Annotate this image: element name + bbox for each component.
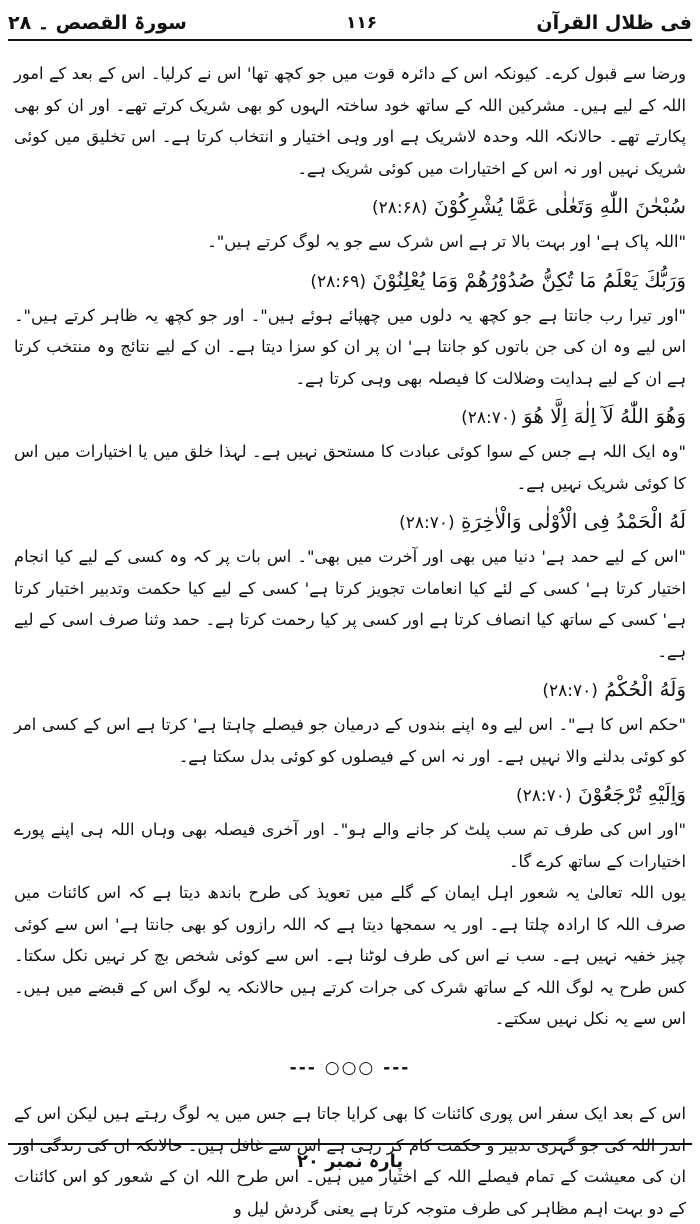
- verse-reference: (۲۸:۶۹): [310, 271, 366, 292]
- verse-arabic: سُبْحٰنَ اللّٰهِ وَتَعٰلٰى عَمَّا يُشْرِكُوْنَ: [433, 194, 686, 218]
- surah-name: سورۃ القصص ۔ ۲۸: [8, 12, 187, 34]
- page-footer: [8, 1143, 692, 1181]
- verse-block: [14, 188, 686, 226]
- verse-translation: "اس کے لیے حمد ہے' دنیا میں بھی اور آخرت میں بھی"۔ اس بات پر کہ وہ کسی کے لیے کیا انجام اختیار کرتا ہے' کسی کے لئے کیا انعامات تجویز کرتا ہے' کسی کے لیے کیا حکمت وتدبیر اختیار کرتا ہے' کسی کے ساتھ کیا انصاف کرتا ہے اور کسی پر کیا رحمت کرتا ہے۔ حمد وثنا صرف اسی کے لیے ہے۔: [14, 547, 686, 661]
- verse-reference: (۲۸:۷۰): [399, 513, 455, 533]
- verse-arabic: لَهُ الْحَمْدُ فِى الْاُوْلٰى وَالْاٰخِرَةِ: [461, 509, 686, 533]
- verse-arabic: وَرَبُّكَ يَعْلَمُ مَا تُكِنُّ صُدُوْرُهُمْ وَمَا يُعْلِنُوْنَ: [372, 267, 686, 292]
- verse-translation: "اور اس کی طرف تم سب پلٹ کر جانے والے ہو"۔ اور آخری فیصلہ بھی وہاں اللہ ہی اپنے پورے اختیارات کے ساتھ کرے گا۔: [14, 820, 686, 871]
- verse-reference: (۲۸:۷۰): [461, 408, 517, 428]
- verse-block: [14, 776, 686, 814]
- verse-arabic: وَاِلَيْهِ تُرْجَعُوْنَ: [577, 782, 686, 806]
- verse-reference: (۲۸:۶۸): [372, 198, 428, 218]
- header-rule: [8, 39, 692, 41]
- section-separator: --- ○○○ ---: [289, 1057, 411, 1078]
- page-number: ۱۱۶: [346, 13, 378, 33]
- page-header: [8, 8, 692, 38]
- verse-reference: (۲۸:۷۰): [542, 681, 598, 701]
- verse-block: [14, 262, 686, 300]
- verse-block: [14, 398, 686, 436]
- verse-translation: "اللہ پاک ہے' اور بہت بالا تر ہے اس شرک سے جو یہ لوگ کرتے ہیں"۔: [207, 232, 686, 251]
- verse-arabic: وَهُوَ اللّٰهُ لَآ اِلٰهَ اِلَّا هُوَ: [523, 404, 686, 428]
- verse-block: [14, 503, 686, 541]
- para-number: پارہ نمبر ۲۰: [296, 1151, 404, 1172]
- paragraph-commentary: یوں اللہ تعالیٰ یہ شعور اہل ایمان کے گلے میں تعویذ کی طرح باندھ دیتا ہے کہ اس کائنات میں صرف اللہ کا ارادہ چلتا ہے۔ اور یہ سمجھا دیتا ہے کہ اللہ رازوں کو بھی جانتا ہے' اس سے کوئی چیز خفیہ نہیں ہے۔ سب نے اس کی طرف لوٹنا ہے۔ اس سے کوئی شخص بچ کر نہیں نکل سکتا۔ کس طرح یہ لوگ اللہ کے ساتھ شرک کی جرات کرتے ہیں حالانکہ یہ لوگ اس کے قبضے میں ہیں۔ اس سے یہ نکل نہیں سکتے۔: [14, 883, 686, 1028]
- paragraph-next-section: اس کے بعد ایک سفر اس پوری کائنات کا بھی کرایا جاتا ہے جس میں یہ لوگ رہتے ہیں لیکن اس کے اندر اللہ کی جو گہری تدبیر و حکمت کام کر رہی ہے اس سے غافل ہیں۔ حالانکہ ان کی زندگی اور ان کی معیشت کے تمام فیصلے اللہ کے اختیار میں ہیں۔ اس طرح اللہ ان کے شعور کو اس کائنات کے دو بہت اہم مظاہر کی طرف متوجہ کرتا ہے یعنی گردش لیل و: [14, 1104, 686, 1218]
- verse-block: [14, 671, 686, 709]
- verse-arabic: وَلَهُ الْحُكْمُ: [604, 677, 686, 701]
- verse-translation: "اور تیرا رب جانتا ہے جو کچھ یہ دلوں میں چھپائے ہوئے ہیں"۔ اور جو کچھ یہ ظاہر کرتے ہیں"۔ اس لیے وہ ان کی جن باتوں کو جانتا ہے' ان پر ان کو سزا دیتا ہے۔ ان کے لیے نتائج وہ منتخب کرتا ہے ان کے لیے ہدایت وضلالت کا فیصلہ بھی وہی کرتا ہے۔: [14, 305, 686, 388]
- verse-translation: "حکم اس کا ہے"۔ اس لیے وہ اپنے بندوں کے درمیان جو فیصلے چاہتا ہے' کرتا ہے اس کے کسی امر کو کوئی بدلنے والا نہیں ہے۔ اور نہ اس کے فیصلوں کو کوئی بدل سکتا ہے۔: [14, 715, 686, 766]
- page-body: [14, 58, 686, 1224]
- verse-translation: "وہ ایک اللہ ہے جس کے سوا کوئی عبادت کا مستحق نہیں ہے۔ لہذا خلق میں یا اختیارات میں اس کا کوئی شریک نہیں ہے۔: [14, 442, 686, 493]
- book-title: فی ظلال القرآن: [536, 12, 692, 34]
- paragraph-intro: ورضا سے قبول کرے۔ کیونکہ اس کے دائرہ قوت میں جو کچھ تھا' اس نے کرلیا۔ اس کے بعد کے امور اللہ کے لیے ہیں۔ مشرکین اللہ کے ساتھ خود ساختہ الہوں کو بھی شریک کرتے تھے۔ اور ان کو بھی پکارتے تھے۔ حالانکہ اللہ وحدہ لاشریک ہے اور وہی اختیار و انتخاب کرتا ہے۔ اس تخلیق میں کوئی شریک نہیں اور نہ اس کے اختیارات میں کوئی شریک ہے۔: [14, 64, 686, 178]
- verse-reference: (۲۸:۷۰): [516, 786, 572, 806]
